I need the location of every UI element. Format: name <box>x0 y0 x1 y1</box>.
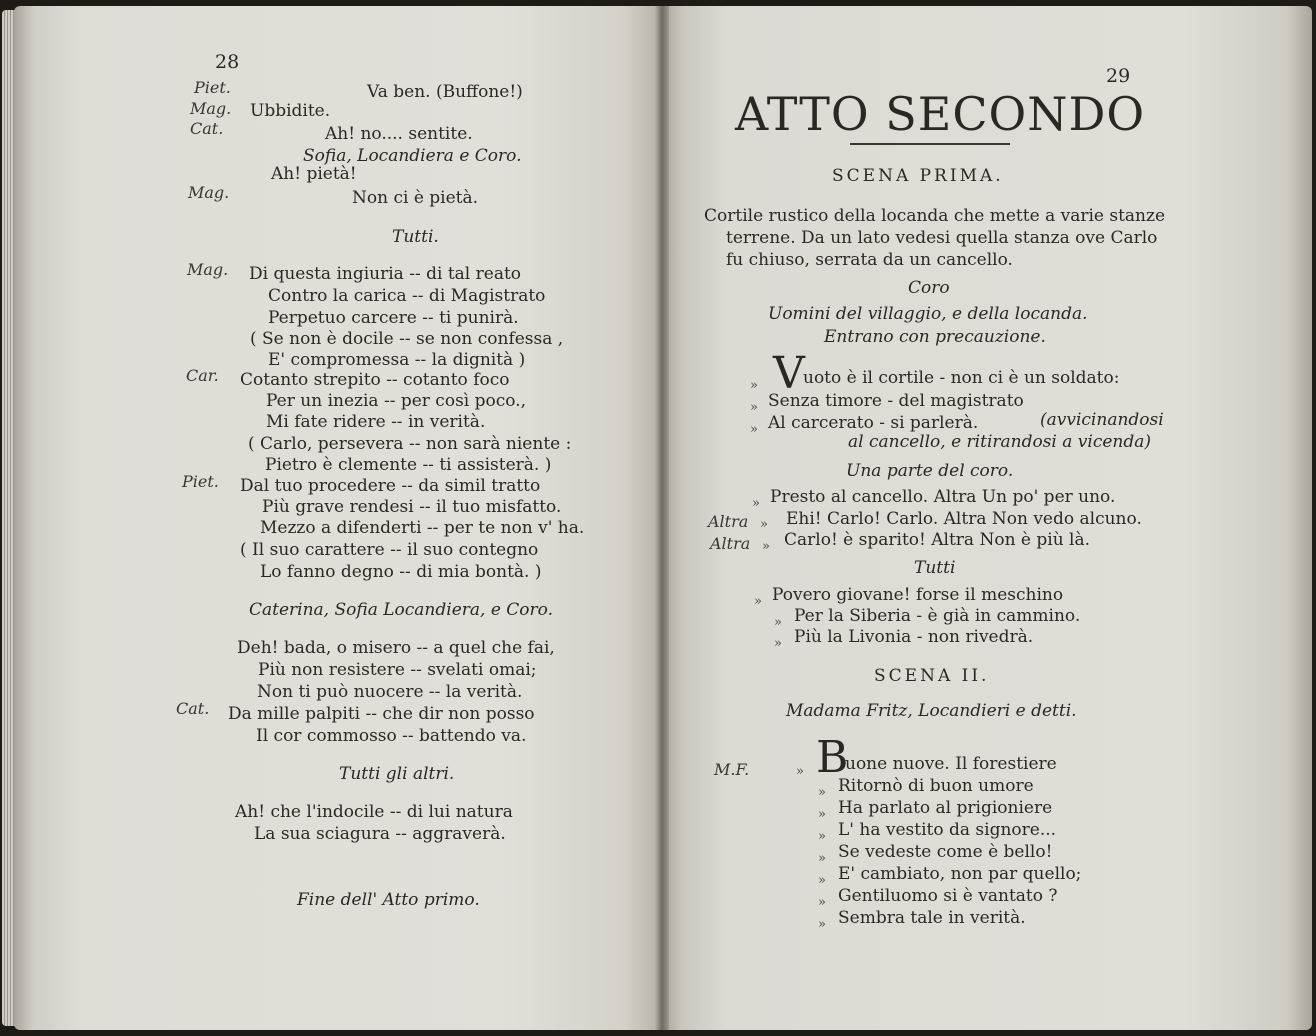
speaker: Cat. <box>190 119 224 138</box>
verse-line: Ah! pietà! <box>271 164 357 184</box>
verse-line: Va ben. (Buffone!) <box>367 82 523 102</box>
verse-line: Più grave rendesi -- il tuo misfatto. <box>262 497 562 517</box>
act-title: ATTO SECONDO <box>735 87 1146 141</box>
quote-mark: » <box>760 517 768 532</box>
stage-direction: Uomini del villaggio, e della locanda. <box>768 304 1088 324</box>
verse-line: ( Il suo carattere -- il suo contegno <box>240 540 539 560</box>
quote-mark: » <box>774 615 782 630</box>
quote-mark: » <box>752 496 760 511</box>
verse-line: Al carcerato - si parlerà. <box>768 413 979 433</box>
quote-mark: » <box>818 917 826 932</box>
verse-line: E' compromessa -- la dignità ) <box>268 350 526 370</box>
quote-mark: » <box>774 636 782 651</box>
speaker: Mag. <box>188 183 230 202</box>
page-number-left: 28 <box>215 51 240 73</box>
chorus-heading: Tutti. <box>392 227 439 247</box>
drop-cap: B <box>816 732 849 783</box>
verse-line: Lo fanno degno -- di mia bontà. ) <box>260 562 542 582</box>
verse-line: Pietro è clemente -- ti assisterà. ) <box>265 455 552 475</box>
stage-direction: Madama Fritz, Locandieri e detti. <box>786 701 1077 721</box>
page-number-right: 29 <box>1106 65 1131 87</box>
chorus-heading: Tutti gli altri. <box>339 764 455 784</box>
chorus-heading: Tutti <box>914 558 956 578</box>
scene-description: fu chiuso, serrata da un cancello. <box>726 250 1013 270</box>
speaker: Altra <box>708 512 749 531</box>
quote-mark: » <box>818 807 826 822</box>
stage-direction: Sofia, Locandiera e Coro. <box>303 146 522 166</box>
act-end-note: Fine dell' Atto primo. <box>297 890 480 910</box>
chorus-heading: Coro <box>908 278 950 298</box>
verse-line: Più non resistere -- svelati omai; <box>258 660 537 680</box>
speaker: Altra <box>710 534 751 553</box>
verse-line: Deh! bada, o misero -- a quel che fai, <box>237 638 555 658</box>
verse-line: Se vedeste come è bello! <box>838 842 1053 862</box>
verse-line: Da mille palpiti -- che dir non posso <box>228 704 535 724</box>
verse-line: L' ha vestito da signore... <box>838 820 1057 840</box>
verse-line: Ah! no.... sentite. <box>325 124 473 144</box>
verse-line: Per la Siberia - è già in cammino. <box>794 606 1081 626</box>
verse-line: Cotanto strepito -- cotanto foco <box>240 370 510 390</box>
verse-line: ( Se non è docile -- se non confessa , <box>250 329 564 349</box>
verse-line: Il cor commosso -- battendo va. <box>256 726 527 746</box>
verse-line: Mezzo a difenderti -- per te non v' ha. <box>260 518 585 538</box>
verse-line: Non ci è pietà. <box>352 188 479 208</box>
stage-direction: Entrano con precauzione. <box>824 327 1046 347</box>
verse-line: Carlo! è sparito! Altra Non è più là. <box>784 530 1091 550</box>
scene-description: terrene. Da un lato vedesi quella stanza ove Carlo <box>726 228 1158 248</box>
verse-line: Povero giovane! forse il meschino <box>772 585 1064 605</box>
book-gutter <box>655 6 669 1030</box>
speaker: Cat. <box>176 699 210 718</box>
verse-line: Più la Livonia - non rivedrà. <box>794 627 1034 647</box>
speaker: Mag. <box>190 99 232 118</box>
verse-line: Di questa ingiuria -- di tal reato <box>249 264 522 284</box>
quote-mark: » <box>754 594 762 609</box>
verse-line: Contro la carica -- di Magistrato <box>268 286 546 306</box>
verse-line: Gentiluomo si è vantato ? <box>838 886 1058 906</box>
verse-line: uoto è il cortile - non ci è un soldato: <box>803 368 1120 388</box>
verse-line: Ha parlato al prigioniere <box>838 798 1053 818</box>
verse-line: Ah! che l'indocile -- di lui natura <box>235 802 513 822</box>
verse-line: Senza timore - del magistrato <box>768 391 1024 411</box>
scene-description: Cortile rustico della locanda che mette a varie stanze <box>704 206 1166 226</box>
quote-mark: » <box>818 895 826 910</box>
quote-mark: » <box>818 873 826 888</box>
speaker: Car. <box>186 366 219 385</box>
quote-mark: » <box>818 829 826 844</box>
verse-line: Sembra tale in verità. <box>838 908 1026 928</box>
quote-mark: » <box>750 378 758 393</box>
quote-mark: » <box>762 539 770 554</box>
quote-mark: » <box>750 422 758 437</box>
scene-heading: SCENA II. <box>874 666 990 686</box>
verse-line: Mi fate ridere -- in verità. <box>266 412 486 432</box>
speaker: Piet. <box>194 78 231 97</box>
quote-mark: » <box>796 764 804 779</box>
verse-line: E' cambiato, non par quello; <box>838 864 1082 884</box>
scene-heading: SCENA PRIMA. <box>832 166 1004 186</box>
drop-cap: V <box>773 348 805 399</box>
verse-line: Ehi! Carlo! Carlo. Altra Non vedo alcuno. <box>786 509 1142 529</box>
verse-line: ( Carlo, persevera -- non sarà niente : <box>248 434 572 454</box>
stage-direction: al cancello, e ritirandosi a vicenda) <box>848 432 1152 452</box>
speaker: Piet. <box>182 472 219 491</box>
verse-line: Presto al cancello. Altra Un po' per uno. <box>770 487 1116 507</box>
quote-mark: » <box>818 785 826 800</box>
stage-direction: Una parte del coro. <box>846 461 1014 481</box>
verse-line: uone nuove. Il forestiere <box>845 754 1057 774</box>
verse-line: Dal tuo procedere -- da simil tratto <box>240 476 541 496</box>
verse-line: Ritornò di buon umore <box>838 776 1034 796</box>
verse-line: La sua sciagura -- aggraverà. <box>254 824 506 844</box>
speaker: Mag. <box>187 260 229 279</box>
quote-mark: » <box>750 400 758 415</box>
speaker: M.F. <box>714 760 750 779</box>
stage-direction: (avvicinandosi <box>1040 410 1164 430</box>
quote-mark: » <box>818 851 826 866</box>
verse-line: Per un inezia -- per così poco., <box>266 391 527 411</box>
stage-direction: Caterina, Sofia Locandiera, e Coro. <box>249 600 553 620</box>
verse-line: Perpetuo carcere -- ti punirà. <box>268 308 519 328</box>
verse-line: Ubbidite. <box>250 101 331 121</box>
title-rule <box>850 143 1010 145</box>
verse-line: Non ti può nuocere -- la verità. <box>257 682 523 702</box>
